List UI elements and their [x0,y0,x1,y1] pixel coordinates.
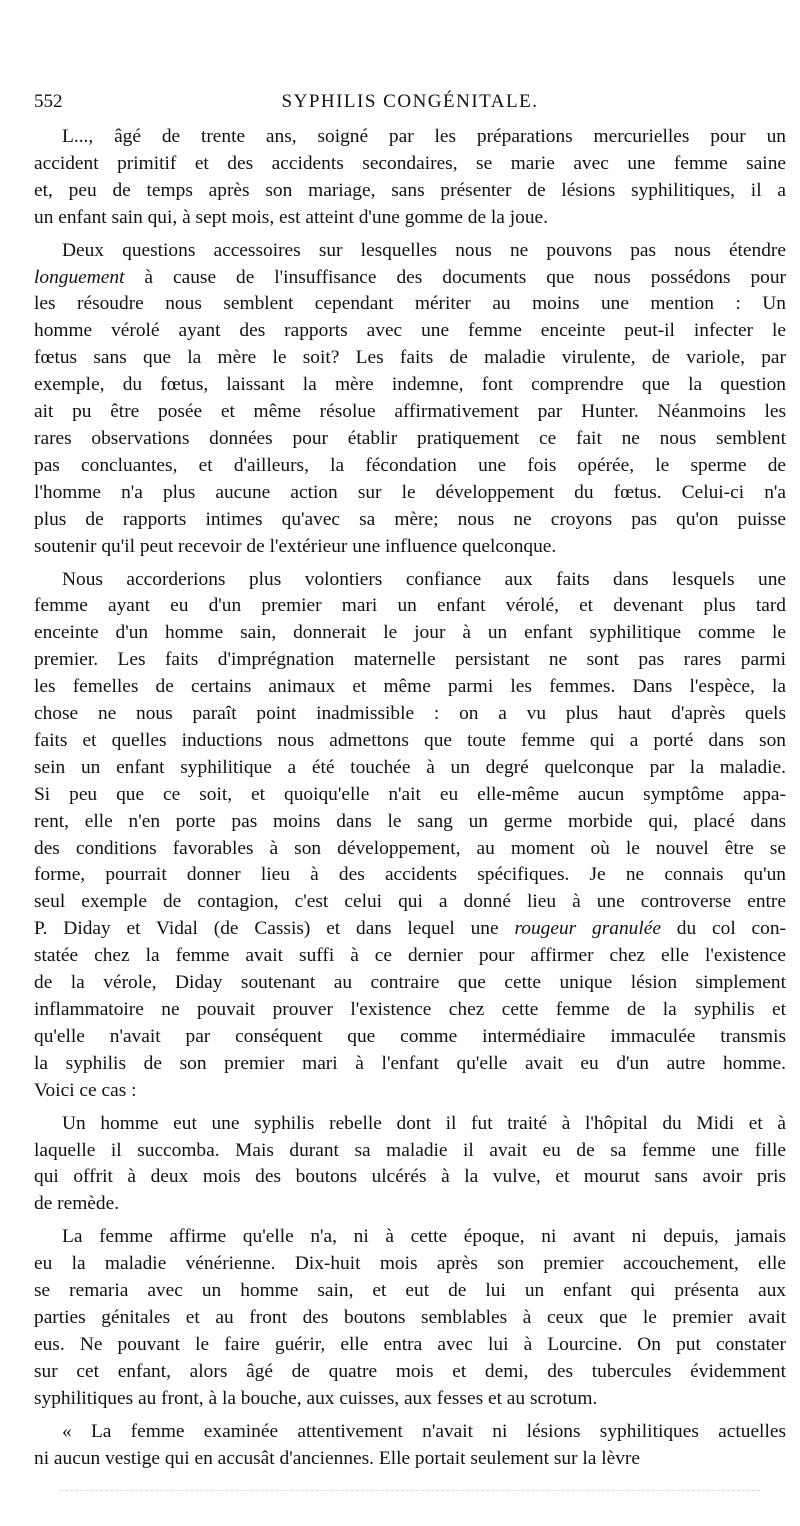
text-line: parties génitales et au front des boutons semblables à ceux que le premier avait [34,1306,786,1328]
text-line: longuement à cause de l'insuffisance des documents que nous possédons pour [34,266,786,288]
text-line: premier. Les faits d'imprégnation maternelle persistant ne sont pas rares parmi [34,649,786,671]
text-line: exemple, du fœtus, laissant la mère indemne, font comprendre que la question [34,374,786,396]
text-line: eus. Ne pouvant le faire guérir, elle entra avec lui à Lourcine. On put constater [34,1333,786,1355]
text-line: « La femme examinée attentivement n'avait ni lésions syphilitiques actuelles [62,1420,786,1442]
text-line: soutenir qu'il peut recevoir de l'extérieur une influence quelconque. [34,535,557,557]
text-line: forme, pourrait donner lieu à des accidents spécifiques. Je ne connais qu'un [34,864,786,886]
text-line: qui offrit à deux mois des boutons ulcérés à la vulve, et mourut sans avoir pris [34,1166,786,1188]
text-line: de la vérole, Diday soutenant au contraire que cette unique lésion simplement [34,972,786,994]
text-line: l'homme n'a plus aucune action sur le développement du fœtus. Celui-ci n'a [34,481,786,503]
text-line: sur cet enfant, alors âgé de quatre mois et demi, des tubercules évidemment [34,1360,786,1382]
paragraph [34,1224,786,1412]
text-line: qu'elle n'avait par conséquent que comme intermédiaire immaculée transmis [34,1025,786,1047]
text-line: rent, elle n'en porte pas moins dans le sang un germe morbide qui, placé dans [34,810,786,832]
paragraph [34,124,786,232]
text-line: La femme affirme qu'elle n'a, ni à cette époque, ni avant ni depuis, jamais [62,1226,786,1248]
text-line: laquelle il succomba. Mais durant sa maladie il avait eu de sa femme une fille [34,1139,786,1161]
text-line: Si peu que ce soit, et quoiqu'elle n'ait eu elle-même aucun symptôme appa- [34,783,786,805]
text-line: plus de rapports intimes qu'avec sa mère; nous ne croyons pas qu'on puisse [34,508,786,530]
running-head [34,88,786,116]
text-line: Un homme eut une syphilis rebelle dont il fut traité à l'hôpital du Midi et à [62,1112,786,1134]
text-line: pas concluantes, et d'ailleurs, la fécondation une fois opérée, le sperme de [34,454,786,476]
text-line: de remède. [34,1193,120,1215]
text-line: accident primitif et des accidents secondaires, se marie avec une femme saine [34,152,786,174]
text-line: L..., âgé de trente ans, soigné par les préparations mercurielles pour un [62,126,786,147]
paragraph [34,1111,786,1219]
text-line: Voici ce cas : [34,1079,137,1101]
text-line: chose ne nous paraît point inadmissible : on a vu plus haut d'après quels [34,703,786,725]
body-text [34,124,786,1478]
text-line: les résoudre nous semblent cependant mériter au moins une mention : Un [34,293,786,315]
page-number: 552 [34,91,63,112]
text-line: les femelles de certains animaux et même parmi les femmes. Dans l'espèce, la [34,676,786,698]
text-line: des conditions favorables à son développement, au moment où le nouvel être se [34,837,786,859]
chapter-title: SYPHILIS CONGÉNITALE. [281,91,539,112]
text-line: ni aucun vestige qui en accusât d'anciennes. Elle portait seulement sur la lèvre [34,1447,640,1469]
paragraph [34,238,786,561]
paragraph [34,567,786,1105]
text-line: faits et quelles inductions nous admettons que toute femme qui a porté dans son [34,729,786,751]
text-line: ait pu être posée et même résolue affirmativement par Hunter. Néanmoins les [34,401,786,423]
text-line: un enfant sain qui, à sept mois, est atteint d'une gomme de la joue. [34,206,548,228]
text-line: fœtus sans que la mère le soit? Les faits de maladie virulente, de variole, par [34,347,786,369]
text-line: la syphilis de son premier mari à l'enfant qu'elle avait eu d'un autre homme. [34,1052,786,1074]
text-line: homme vérolé ayant des rapports avec une femme enceinte peut-il infecter le [34,320,786,342]
page-bottom-noise [60,1490,760,1501]
text-line: inflammatoire ne pouvait prouver l'existence chez cette femme de la syphilis et [34,999,786,1020]
text-line: Deux questions accessoires sur lesquelles nous ne pouvons pas nous étendre [62,239,786,261]
text-line: eu la maladie vénérienne. Dix-huit mois après son premier accouchement, elle [34,1253,786,1275]
text-line: se remaria avec un homme sain, et eut de lui un enfant qui présenta aux [34,1280,786,1302]
text-line: enceinte d'un homme sain, donnerait le jour à un enfant syphilitique comme le [34,622,786,644]
text-line: femme ayant eu d'un premier mari un enfant vérolé, et devenant plus tard [34,595,786,617]
text-line: rares observations données pour établir pratiquement ce fait ne nous semblent [34,427,786,449]
text-line: seul exemple de contagion, c'est celui qui a donné lieu à une controverse entre [34,891,786,913]
text-line: syphilitiques au front, à la bouche, aux cuisses, aux fesses et au scrotum. [34,1387,598,1409]
text-line: et, peu de temps après son mariage, sans présenter de lésions syphilitiques, il a [34,179,786,201]
text-line: sein un enfant syphilitique a été touchée à un degré quelconque par la maladie. [34,756,786,778]
text-line: statée chez la femme avait suffi à ce dernier pour affirmer chez elle l'existence [34,945,786,967]
text-line: Nous accorderions plus volontiers confiance aux faits dans lesquels une [62,568,786,590]
paragraph [34,1419,786,1473]
text-line: P. Diday et Vidal (de Cassis) et dans lequel une rougeur granulée du col con- [34,918,786,940]
